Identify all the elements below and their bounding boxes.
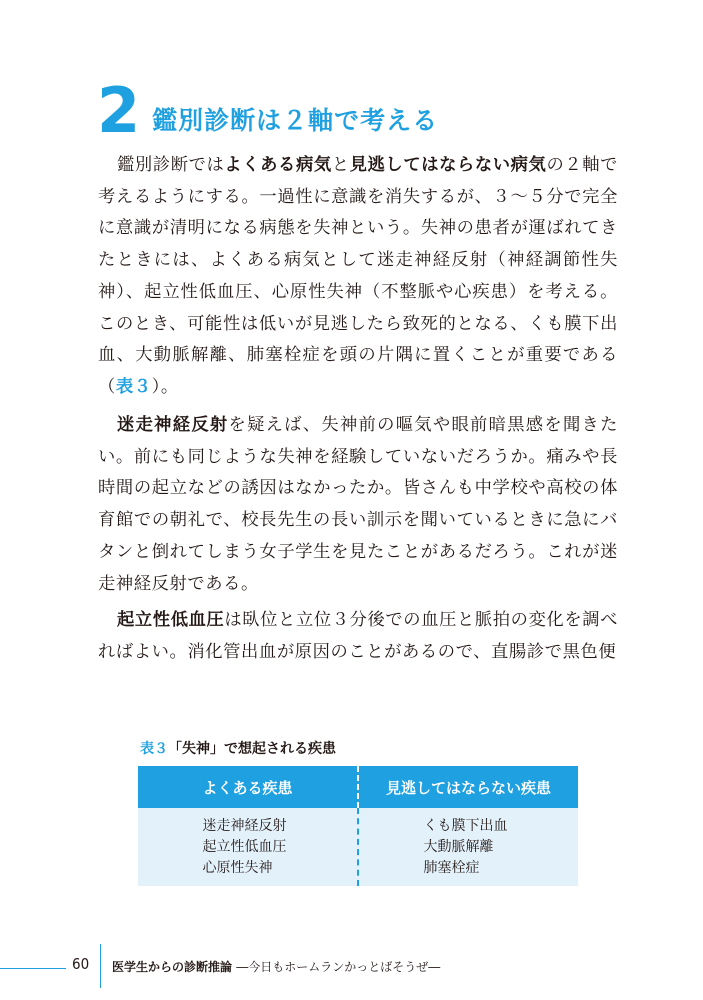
table-header-must-not-miss: 見逃してはならない疾患 bbox=[385, 778, 551, 797]
table-column-must-not-miss bbox=[359, 808, 578, 886]
section-number: 2 bbox=[97, 74, 141, 147]
table-caption-label: 表３ bbox=[140, 741, 168, 757]
table-column-common bbox=[138, 808, 359, 886]
page-number: 60 bbox=[72, 955, 90, 973]
footer-divider bbox=[100, 944, 101, 988]
table-cell: 肺塞栓症 bbox=[423, 860, 480, 876]
table-caption-text: 「失神」で想起される疾患 bbox=[168, 741, 336, 757]
emphasis-text: 起立性低血圧 bbox=[117, 610, 225, 630]
table-header-row bbox=[138, 766, 578, 808]
body-text: ）。 bbox=[151, 376, 179, 397]
table-caption bbox=[140, 738, 336, 758]
running-title bbox=[112, 958, 440, 975]
emphasis-text: よくある病気 bbox=[224, 155, 332, 175]
section-heading bbox=[97, 74, 439, 147]
paragraph-1 bbox=[98, 150, 618, 404]
body-text: 鑑別診断では bbox=[117, 155, 225, 175]
emphasis-text: 表３ bbox=[115, 376, 152, 397]
table-body bbox=[138, 808, 578, 886]
body-text: の２軸で考えるようにする。一過性に意識を消失するが、３～５分で完全に意識が清明になる病態を失神という。失神の患者が運ばれてきたときには、よくある病気として迷走神経反射（神経調節性失神）、起立性低血圧、心原性失神（不整脈や心疾患）を考える。このとき、可能性は低いが見逃したら致死的となる、くも膜下出血、大動脈解離、肺塞栓症を頭の片隅に置くことが重要である（ bbox=[98, 155, 619, 397]
table-header-common: よくある疾患 bbox=[138, 766, 359, 808]
paragraph-2 bbox=[98, 410, 618, 600]
syncope-table bbox=[138, 766, 578, 886]
book-subtitle: ―今日もホームランかっとばそうぜ― bbox=[236, 960, 441, 974]
emphasis-text: 見逃してはならない病気 bbox=[349, 155, 547, 175]
table-cell: 心原性失神 bbox=[202, 860, 273, 876]
table-cell: 迷走神経反射 bbox=[202, 818, 287, 834]
table-cell: 起立性低血圧 bbox=[202, 839, 287, 855]
book-title: 医学生からの診断推論 bbox=[112, 960, 233, 974]
section-title: 鑑別診断は２軸で考える bbox=[152, 106, 439, 135]
table-cell: 大動脈解離 bbox=[423, 839, 494, 855]
body-text: は臥位と立位３分後での血圧と脈拍の変化を調べればよい。消化管出血が原因のことがあるので、直腸診で黒色便 bbox=[98, 610, 618, 662]
footer-rule bbox=[0, 968, 66, 969]
body-text: と bbox=[331, 155, 350, 175]
body-text: を疑えば、失神前の嘔気や眼前暗黒感を聞きたい。前にも同じような失神を経験していないだろうか。痛みや長時間の起立などの誘因はなかったか。皆さんも中学校や高校の体育館での朝礼で、校長先生の長い訓示を聞いているときに急にバタンと倒れてしまう女子学生を見たことがあるだろう。これが迷走神経反射である。 bbox=[98, 415, 618, 594]
table-cell: くも膜下出血 bbox=[423, 818, 508, 834]
emphasis-text: 迷走神経反射 bbox=[117, 415, 229, 435]
paragraph-3 bbox=[98, 605, 618, 668]
